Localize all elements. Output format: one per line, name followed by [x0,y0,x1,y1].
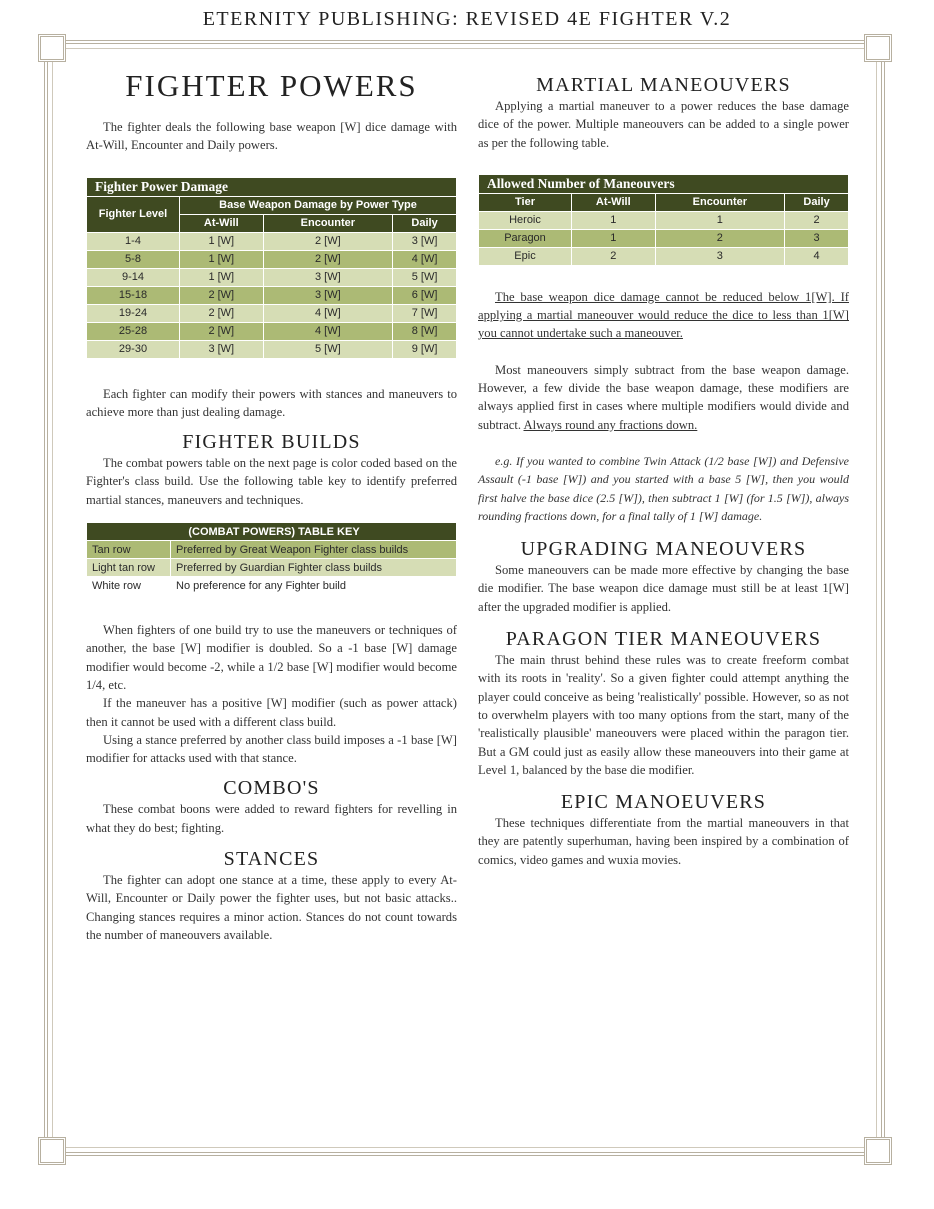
positive-modifier-paragraph: If the maneuver has a positive [W] modifier (such as power attack) then it cannot be used with a different class build. [86,696,457,729]
combat-powers-key-table [86,522,457,595]
fighter-power-damage-table [86,177,457,359]
table-cell: 3 [W] [263,286,393,304]
table-row [87,304,457,322]
table-row [87,340,457,358]
table-cell: 7 [W] [393,304,457,322]
round-down-rule: Always round any fractions down. [523,417,698,432]
example-paragraph: e.g. If you wanted to combine Twin Attack (1/2 base [W]) and Defensive Assault (-1 base [W]) and you started with a base 5 [W], then you would first halve the base dice (2.5 [W]), then subtract 1 [W] (for 1.5 [W]), always rounding fractions down, for a final tally of 1 [W] damage. [478,453,849,523]
table-row [87,268,457,286]
paragon-paragraph: The main thrust behind these rules was to create freeform combat with its roots in 'reality'. So a given fighter could attempt anything the player could conceive as being 'realistically' possible. However, so as not to overwhelm players with too many options from the start, many of the 'realistically plausible' maneouvers were placed within the paragon tier. But a GM could just as easily allow these maneouvers into their game at Level 1, balanced by the base die modifier. [478,653,849,777]
table-cell: Preferred by Guardian Fighter class builds [171,559,457,577]
table-row [479,229,849,247]
table-cell: 5 [W] [263,340,393,358]
martial-paragraph: Applying a martial maneuver to a power reduces the base damage dice of the power. Multiple maneouvers can be added to a single power as per the following table. [478,99,849,150]
build-rule-paragraph: When fighters of one build try to use the maneuvers or techniques of another, the base [W] modifier is doubled. So a -1 base [W] damage modifier would become -2, while a 1/2 base [W] modifier would become 1/4, etc. [86,623,457,692]
table-cell: 19-24 [87,304,180,322]
table-row [87,322,457,340]
table-cell: 3 [785,229,849,247]
table-cell: 5-8 [87,250,180,268]
page-title: FIGHTER POWERS [125,68,418,103]
table-row [87,250,457,268]
corner-ornament [864,34,892,62]
table-row [479,247,849,265]
table-cell: 9-14 [87,268,180,286]
right-column [478,62,849,869]
table-row [87,286,457,304]
table-cell: 1 [W] [180,232,264,250]
table-cell: 2 [785,211,849,229]
stances-heading: STANCES [223,848,320,871]
table-cell: 2 [655,229,785,247]
table-row [87,559,457,577]
martial-maneouvers-heading: MARTIAL MANEOUVERS [536,74,791,96]
col-header: Encounter [655,193,785,211]
allowed-maneouvers-table [478,174,849,266]
table-caption: (COMBAT POWERS) TABLE KEY [87,523,457,541]
corner-ornament [864,1137,892,1165]
table-cell: 1 [W] [180,250,264,268]
intro-paragraph: The fighter deals the following base weapon [W] dice damage with At-Will, Encounter and Daily powers. [86,120,457,153]
table-caption: Fighter Power Damage [87,177,457,196]
table-cell: 1 [572,211,656,229]
table-cell: 2 [W] [263,250,393,268]
table-row [479,211,849,229]
col-header: At-Will [180,214,264,232]
table-cell: 3 [W] [180,340,264,358]
epic-heading: EPIC MANOEUVERS [560,791,767,814]
col-header: Daily [785,193,849,211]
table-caption: Allowed Number of Maneouvers [479,174,849,193]
table-cell: Epic [479,247,572,265]
builds-paragraph: The combat powers table on the next page is color coded based on the Fighter's class build. Use the following table key to identify preferred martial stances, maneuvers and techniques. [86,456,457,507]
table-cell: 9 [W] [393,340,457,358]
table-cell: White row [87,577,171,595]
table-cell: 2 [W] [263,232,393,250]
table-cell: 1 [655,211,785,229]
upgrading-heading: UPGRADING MANEOUVERS [520,538,807,561]
table-cell: 2 [W] [180,322,264,340]
combos-heading: COMBO'S [223,777,320,800]
page-header: ETERNITY PUBLISHING: REVISED 4E FIGHTER V.2 [202,8,732,30]
most-maneouvers-paragraph [478,361,849,434]
minimum-damage-rule: The base weapon dice damage cannot be reduced below 1[W]. If applying a martial maneouver would reduce the dice to less than 1[W] you cannot undertake such a maneouver. [478,289,849,341]
table-cell: 15-18 [87,286,180,304]
table-cell: 8 [W] [393,322,457,340]
most-maneouvers-text: Most maneouvers simply subtract from the base weapon damage. However, a few divide the base weapon damage, these modifiers are always applied first in cases where multiple modifiers would divide and subtract. [478,362,849,432]
upgrading-paragraph: Some maneouvers can be made more effective by changing the base die modifier. The base weapon dice damage must still be at least 1[W] after the upgraded modifier is applied. [478,563,849,614]
table-cell: 25-28 [87,322,180,340]
stances-paragraph: The fighter can adopt one stance at a time, these apply to every At-Will, Encounter or Daily power the fighter uses, but not basic attacks.. Changing stances requires a minor action. Stances do not count towards the number of maneouvers available. [86,873,457,942]
table-cell: 3 [W] [263,268,393,286]
table-row [87,577,457,595]
table-cell: 6 [W] [393,286,457,304]
col-header: Daily [393,214,457,232]
combos-paragraph: These combat boons were added to reward fighters for revelling in what they do best; fighting. [86,802,457,835]
table-row [87,541,457,559]
table-cell: Heroic [479,211,572,229]
table-cell: 2 [W] [180,304,264,322]
table-cell: 5 [W] [393,268,457,286]
table-cell: Preferred by Great Weapon Fighter class builds [171,541,457,559]
table-row [87,232,457,250]
table-cell: 3 [W] [393,232,457,250]
col-header: At-Will [572,193,656,211]
epic-paragraph: These techniques differentiate from the martial maneouvers in that they are patently superhuman, having been inspired by a combination of comics, video games and wuxia movies. [478,816,849,867]
col-header: Tier [479,193,572,211]
table-cell: No preference for any Fighter build [171,577,457,595]
table-cell: 4 [785,247,849,265]
table-cell: Light tan row [87,559,171,577]
stance-penalty-paragraph: Using a stance preferred by another class build imposes a -1 base [W] modifier for attacks used with that stance. [86,732,457,766]
table-cell: 2 [572,247,656,265]
stances-intro-paragraph: Each fighter can modify their powers with stances and maneuvers to achieve more than just dealing damage. [86,386,457,419]
table-cell: 2 [W] [180,286,264,304]
table-cell: 1 [572,229,656,247]
table-cell: 4 [W] [263,322,393,340]
table-cell: 1 [W] [180,268,264,286]
table-cell: Tan row [87,541,171,559]
table-cell: 29-30 [87,340,180,358]
left-column [86,62,457,944]
table-cell: 4 [W] [263,304,393,322]
paragon-heading: PARAGON TIER MANEOUVERS [505,628,822,651]
corner-ornament [38,1137,66,1165]
table-cell: 3 [655,247,785,265]
table-cell: 4 [W] [393,250,457,268]
col-group-header: Base Weapon Damage by Power Type [180,196,457,214]
corner-ornament [38,34,66,62]
col-header: Encounter [263,214,393,232]
col-header-level: Fighter Level [87,196,180,232]
fighter-builds-heading: FIGHTER BUILDS [182,431,361,454]
table-cell: 1-4 [87,232,180,250]
table-cell: Paragon [479,229,572,247]
